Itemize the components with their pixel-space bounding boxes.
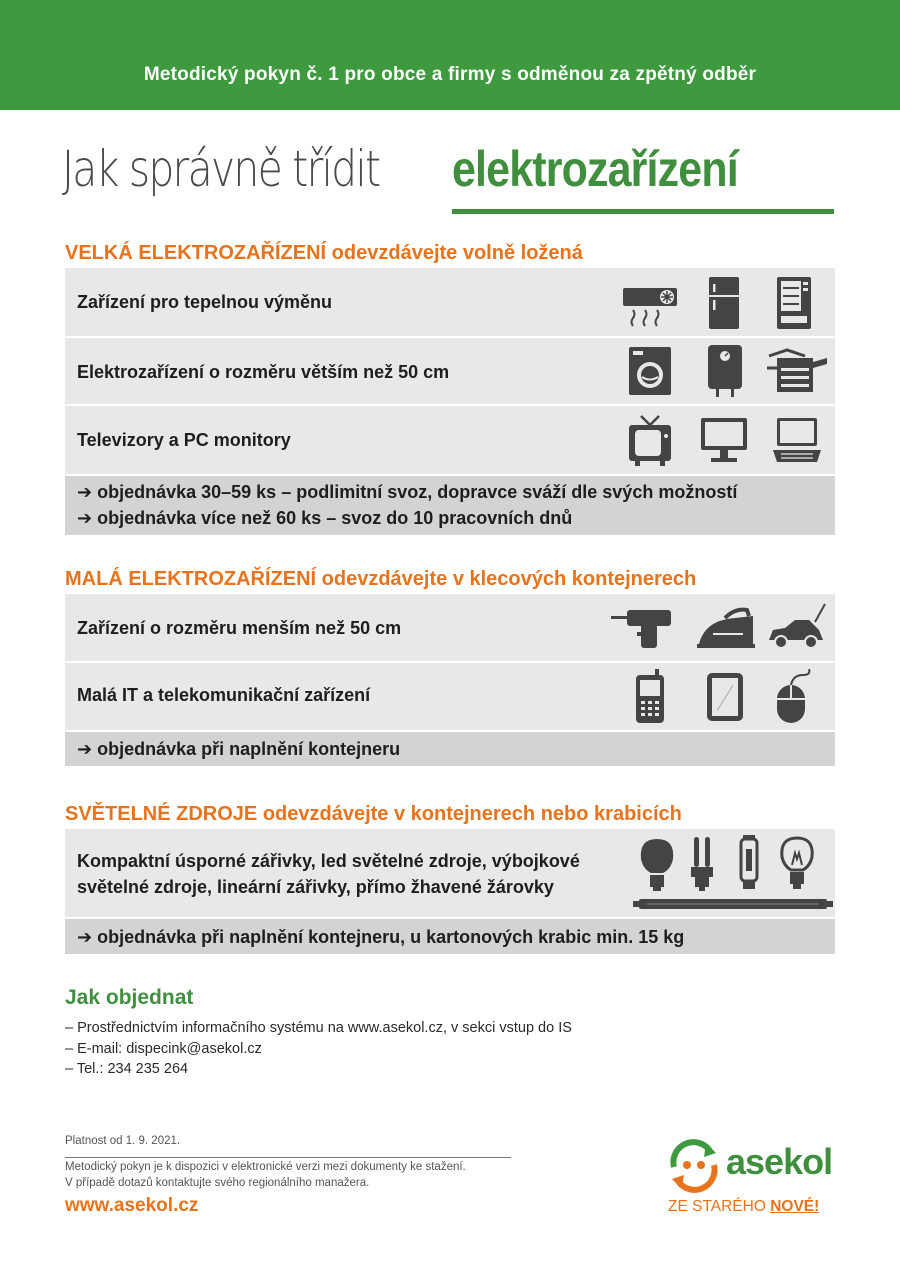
list-item (65, 406, 835, 474)
row-label: Malá IT a telekomunikační zařízení (77, 685, 371, 705)
section-heading-small (65, 568, 696, 591)
row-label: Zařízení pro tepelnou výměnu (77, 292, 333, 312)
section-heading-light-rest: odevzdávejte v kontejnerech nebo krabicích (257, 803, 682, 825)
tv-icon (627, 414, 673, 468)
air-conditioner-icon (621, 278, 679, 328)
fridge-icon (707, 276, 741, 330)
note-box-small (65, 732, 835, 766)
logo-word-a: ase (726, 1141, 784, 1182)
copier-icon (765, 346, 829, 396)
list-item (65, 663, 835, 730)
how-to-order-title: Jak objednat (65, 986, 194, 1009)
cfl-bulb-icon (687, 835, 717, 893)
footer-info-line: Metodický pokyn je k dispozici v elektronické verzi mezi dokumenty ke stažení. (65, 1161, 466, 1173)
note-line: ➔ objednávka 30–59 ks – podlimitní svoz, dopravce sváží dle svých možností (77, 482, 738, 502)
vending-machine-icon (775, 276, 813, 330)
led-bulb-icon (637, 837, 677, 893)
note-box-light (65, 919, 835, 954)
mobile-phone-icon (633, 669, 667, 725)
section-heading-small-caps: MALÁ ELEKTROZAŘÍZENÍ (65, 568, 317, 590)
tablet-icon (705, 671, 745, 723)
how-to-order-line: – E-mail: dispecink@asekol.cz (65, 1041, 262, 1057)
recycle-smile-icon (666, 1137, 722, 1193)
footer-info-line: V případě dotazů kontaktujte svého regionálního manažera. (65, 1177, 370, 1189)
row-label: Televizory a PC monitory (77, 430, 291, 450)
section-heading-large (65, 242, 583, 265)
drill-icon (611, 604, 677, 650)
mouse-icon (773, 669, 813, 725)
page-title (62, 140, 738, 198)
row-label: světelné zdroje, lineární zářivky, přímo žhavené žárovky (77, 877, 554, 897)
footer-divider (65, 1157, 511, 1158)
section-heading-small-rest: odevzdávejte v klecových kontejnerech (316, 568, 697, 590)
page-title-bold: elektrozařízení (452, 141, 738, 197)
how-to-order-line: – Prostřednictvím informačního systému na www.asekol.cz, v sekci vstup do IS (65, 1020, 572, 1036)
logo-word-b: kol (783, 1141, 833, 1182)
incandescent-bulb-icon (777, 835, 817, 893)
section-heading-light-caps: SVĚTELNÉ ZDROJE (65, 803, 258, 825)
row-label: Zařízení o rozměru menším než 50 cm (77, 618, 402, 638)
list-item (65, 338, 835, 404)
how-to-order-line: – Tel.: 234 235 264 (65, 1061, 189, 1077)
banner-text: Metodický pokyn č. 1 pro obce a firmy s odměnou za zpětný odběr (143, 64, 757, 85)
footer-url-link[interactable]: www.asekol.cz (65, 1195, 199, 1216)
note-line: ➔ objednávka více než 60 ks – svoz do 10 pracovních dnů (77, 508, 573, 528)
discharge-lamp-icon (737, 835, 761, 893)
logo-tagline (668, 1198, 819, 1216)
logo-wordmark (726, 1141, 832, 1183)
note-line: ➔ objednávka při naplnění kontejneru, u kartonových krabic min. 15 kg (77, 927, 685, 947)
row-label: Kompaktní úsporné zářivky, led světelné zdroje, výbojkové (77, 851, 580, 871)
row-label: Elektrozařízení o rozměru větším než 50 cm (77, 362, 450, 382)
note-box-large (65, 476, 835, 535)
logo-tagline-a: ZE STARÉHO (668, 1198, 771, 1215)
laptop-icon (771, 416, 823, 464)
asekol-logo (664, 1135, 840, 1225)
iron-icon (695, 606, 757, 650)
toy-car-icon (765, 602, 829, 650)
note-line: ➔ objednávka při naplnění kontejneru (77, 739, 401, 759)
list-item (65, 268, 835, 336)
section-heading-large-rest: odevzdávejte volně ložená (326, 242, 583, 264)
list-item (65, 829, 835, 917)
water-heater-icon (705, 344, 745, 398)
title-underline (452, 209, 834, 214)
fluorescent-tube-icon (633, 897, 833, 911)
page-title-light: Jak správně třídit (62, 140, 380, 198)
monitor-icon (699, 416, 749, 464)
logo-tagline-b: NOVÉ! (770, 1198, 820, 1215)
validity-text: Platnost od 1. 9. 2021. (65, 1135, 181, 1147)
list-item (65, 594, 835, 661)
section-heading-large-caps: VELKÁ ELEKTROZAŘÍZENÍ (65, 242, 327, 264)
header-banner (0, 0, 900, 110)
section-heading-light (65, 803, 682, 826)
washing-machine-icon (627, 346, 673, 396)
